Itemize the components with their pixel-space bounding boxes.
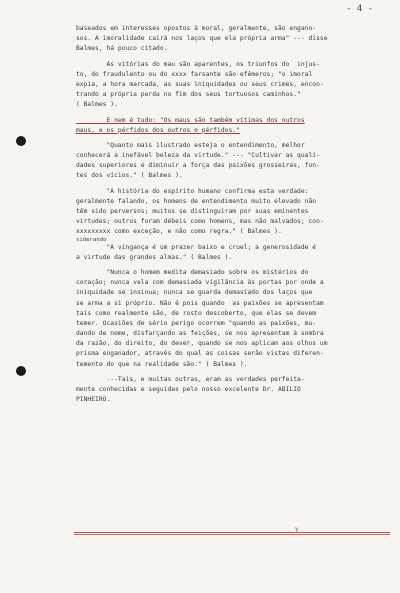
punch-hole-top [16,136,26,146]
punch-hole-bottom [16,366,26,376]
text-line: "Quanto mais ilustrado esteja o entendimento, melhor [76,141,305,149]
text-line: coração; nunca vela com demasiada vigilância às portas por onde a [76,279,324,287]
text-line: a virtude das grandes almas." ( Balmes ). [76,253,233,261]
typewritten-body [76,24,384,405]
page-number: - 4 - [346,4,374,14]
text-line: tais como realmente são, de rosto descoberto, que elas se devem [76,309,317,317]
text-line: maus, e os pérfidos dos outros ⊘ pérfidos." [76,126,240,134]
text-line: ( Balmes ). [76,101,118,109]
text-line: prisma enganador, através do qual as coisas serão vistas diferen- [76,350,324,358]
text-line: se arma a si próprio. Não é pois quando as paixões se apresentam [76,299,324,307]
text-line: conhecerá a inefável beleza da virtude." --- "Cultivar as quali- [76,152,320,160]
text-line: xxxxxxxxx como exceção, e não como regra." ( Balmes ). [76,228,282,236]
text-line: PINHEIRO. [76,396,111,404]
text-line: "A vingança é um prazer baixo e cruel; a generosidade é siderando [76,236,317,251]
text-line: temer. Ocasiões de sério perigo ocorrem "quando as paixões, mu- [76,319,317,327]
text-line: virtudes; outros foram débeis como homens, mas não malvados; con- [76,218,324,226]
text-line: temente do que na realidade são." ( Balmes ). [76,360,248,368]
text-line: mente conhecidas e seguidas pelo nosso excelente Dr. ABILIO [76,386,301,393]
text-line: "A história do espírito humano confirma esta verdade: [76,187,309,195]
bottom-rule [74,532,390,533]
text-line: to, do fraudulento ou do xxxx farsante são efêmeros; "o imoral [76,70,313,78]
text-line: tes dos vícios." ( Balmes ). [76,172,183,180]
text-line: "Nunca o homem medita demasiado sobre os mistérios do [76,268,309,276]
text-line: têm sido perversos; muitos se distinguiram por suas eminentes [76,208,309,215]
text-line: E nem é tudo: "Os maus são também vítimas dos outros [76,116,305,124]
footer-mark: Y [295,527,299,534]
text-line: baseados em interesses opostos à moral, geralmente, são engano- [76,25,317,32]
text-line: dando de nome, disfarçando as feições, se nos apresentam à sombra [76,330,324,338]
text-line: expia, a hora marcada, as suas iniquidades ou seus crimes, encon- [76,80,324,88]
text-line: ---Tais, e muitas outras, eram as verdades perfeita- [76,375,305,383]
text-line: iniquidade se insinua; nunca se guarda demasiado dos laços que [76,289,313,297]
text-line: sos. A imoralidade cairá nos laços que ela própria arma" --- disse [76,35,328,43]
interlinear-correction: siderando [76,236,107,243]
bottom-rule-second [74,534,390,535]
text-line: Balmes, há pouco citado. [76,45,168,53]
text-line: As vitórias do mau são aparentes, os triunfos do injus- [76,60,320,68]
text-line: dades superiores é diminuir a força das paixões grosseiras, fon- [76,162,320,170]
text-line: da razão, do direito, do dever, quando se nos aplicam aos olhos um [76,340,328,348]
text-line: trando a própria perda no fim dos seus tortuosos caminhos." [76,91,301,99]
text-line: geralmente falando, os homens de entendimento muito elevado não [76,197,317,205]
